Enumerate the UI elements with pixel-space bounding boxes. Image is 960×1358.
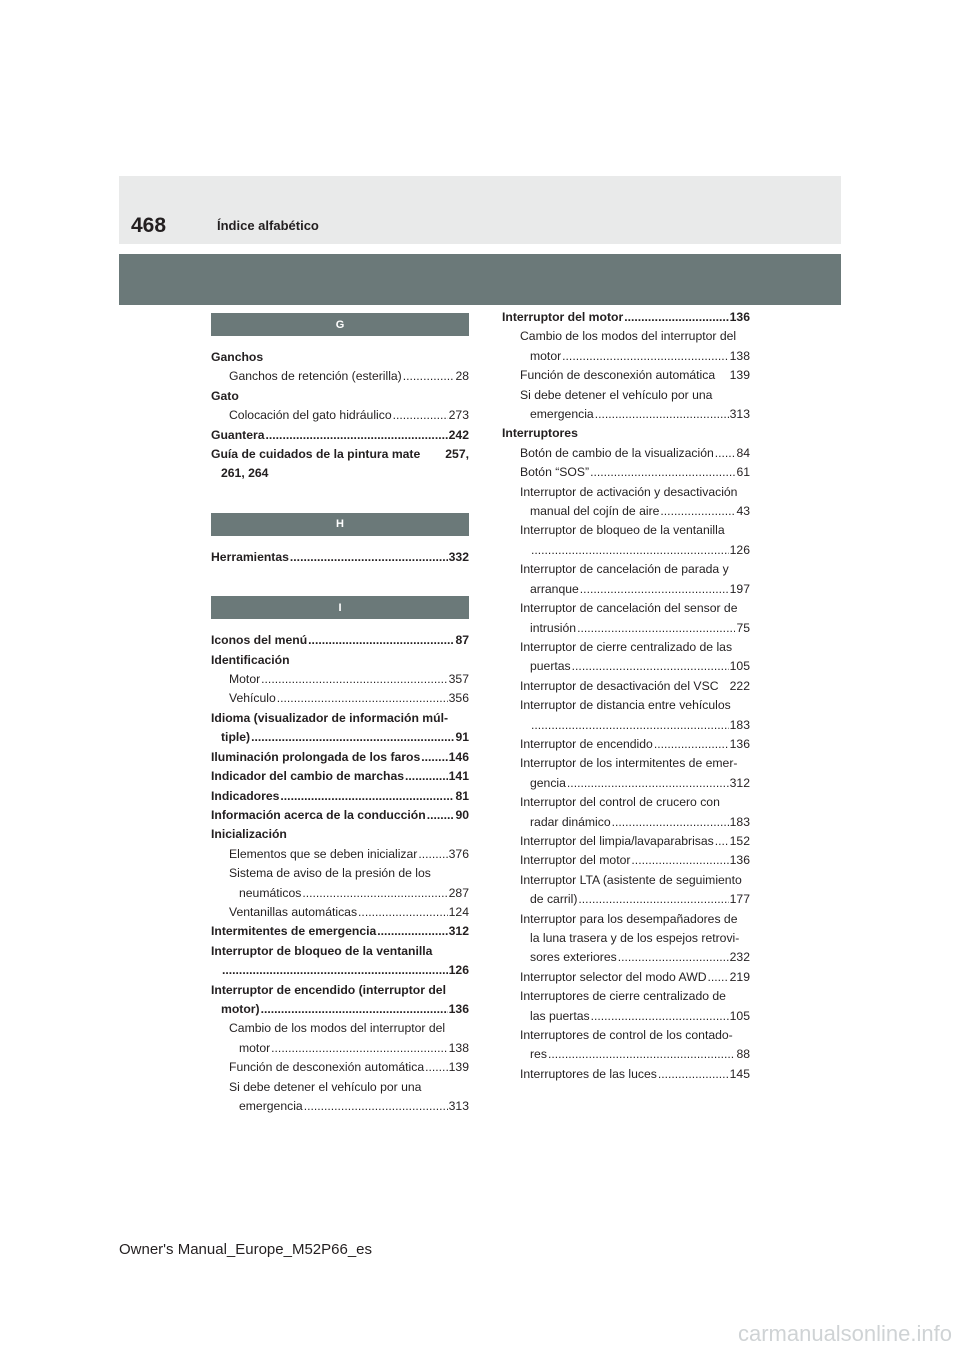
- leader-line: [221, 961, 469, 980]
- page-ref: 90: [455, 807, 469, 822]
- entry-text: Vehículo: [229, 691, 276, 706]
- page-ref: 273: [448, 408, 469, 423]
- letter-heading-i: I: [211, 596, 469, 619]
- page-ref: 136: [729, 736, 750, 751]
- dot-leader: [222, 961, 448, 980]
- page-ref: 28: [455, 369, 469, 384]
- entry-text: emergencia: [239, 1099, 303, 1113]
- index-subentry: [211, 845, 469, 864]
- dot-leader: [591, 1007, 729, 1026]
- index-subentry: [492, 1045, 750, 1064]
- page-ref: 183: [729, 814, 750, 829]
- page-ref: 138: [729, 348, 750, 363]
- entry-text: Elementos que se deben inicializar: [229, 846, 418, 861]
- page-ref: 313: [448, 1099, 469, 1113]
- index-entry: [211, 548, 469, 567]
- index-entry: [211, 1000, 469, 1019]
- section-gap: [211, 567, 469, 596]
- entry-text: Función de desconexión automática: [520, 368, 716, 383]
- leader-line: [211, 631, 469, 650]
- leader-line: [520, 968, 750, 987]
- page-ref: 357: [448, 672, 469, 687]
- entry-text: intrusión: [530, 620, 577, 635]
- entry-text: Motor: [229, 672, 261, 687]
- dot-leader: [580, 580, 729, 599]
- index-subentry: [492, 657, 750, 676]
- entry-text: radar dinámico: [530, 814, 611, 829]
- entry-text: Cambio de los modos del interruptor del: [520, 329, 737, 344]
- page-ref: 105: [729, 1008, 750, 1023]
- index-subentry: [492, 327, 750, 346]
- dot-leader: [358, 903, 448, 922]
- page-ref: 126: [729, 542, 750, 557]
- leader-line: [239, 1097, 469, 1116]
- index-entry: [211, 787, 469, 806]
- dot-leader: [567, 774, 729, 793]
- entry-text: motor: [239, 1040, 271, 1055]
- entry-text: motor: [530, 348, 562, 363]
- leader-line: [221, 728, 469, 747]
- leader-line: [229, 903, 469, 922]
- index-column-right: [492, 308, 750, 1084]
- dot-leader: [302, 884, 447, 903]
- index-entry: [211, 767, 469, 786]
- dot-leader: [572, 657, 729, 676]
- leader-line: [520, 463, 750, 482]
- index-subentry: [492, 754, 750, 773]
- entry-text: Interruptores: [502, 426, 578, 441]
- page-ref: 183: [729, 717, 750, 732]
- leader-line: [520, 851, 750, 870]
- entry-text: Guantera: [211, 427, 265, 442]
- index-entry: [211, 748, 469, 767]
- index-subentry: [492, 871, 750, 890]
- index-subentry: [492, 987, 750, 1006]
- leader-line: [520, 677, 750, 696]
- index-entry: [211, 387, 469, 406]
- page-ref: 312: [448, 924, 469, 939]
- page-ref: 312: [729, 775, 750, 790]
- index-entry: [492, 308, 750, 327]
- leader-line: [211, 787, 469, 806]
- leader-line: [530, 541, 750, 560]
- leader-line: [530, 1007, 750, 1026]
- leader-line: [520, 366, 750, 385]
- page-ref: 139: [729, 368, 750, 383]
- entry-text: neumáticos: [239, 885, 302, 900]
- dot-leader: [612, 813, 729, 832]
- page-ref: 232: [729, 950, 750, 965]
- entry-text: Guía de cuidados de la pintura mate: [211, 447, 421, 462]
- page-ref: 87: [455, 633, 469, 648]
- entry-text: Interruptor de cancelación del sensor de: [520, 601, 738, 616]
- page-ref: 287: [448, 885, 469, 900]
- entry-text: la luna trasera y de los espejos retrovi-: [530, 931, 740, 945]
- index-entry: [211, 651, 469, 670]
- page-ref: 84: [736, 445, 750, 460]
- leader-line: [211, 922, 469, 941]
- index-entry: [211, 942, 469, 961]
- index-subentry: [211, 1039, 469, 1058]
- entry-text: manual del cojín de aire: [530, 504, 660, 519]
- index-entry: [211, 806, 469, 825]
- page-ref: 242: [448, 427, 469, 442]
- leader-line: [530, 619, 750, 638]
- index-subentry: [492, 638, 750, 657]
- index-entry: [211, 961, 469, 980]
- index-subentry: [492, 444, 750, 463]
- dot-leader: [427, 806, 455, 825]
- page-ref: 91: [455, 730, 469, 745]
- entry-text: motor): [221, 1001, 260, 1016]
- index-entry: [211, 348, 469, 367]
- entry-text: Función de desconexión automática: [229, 1060, 425, 1075]
- dot-leader: [280, 787, 454, 806]
- leader-line: [502, 308, 750, 327]
- index-subentry: [492, 929, 750, 948]
- page-ref: 146: [448, 749, 469, 764]
- entry-text: Identificación: [211, 652, 290, 667]
- page-ref: 75: [736, 620, 750, 635]
- leader-line: [229, 406, 469, 425]
- page-ref: 88: [736, 1047, 750, 1062]
- page-ref: 136: [448, 1001, 469, 1016]
- entry-text: Interruptor de encendido (interruptor del: [211, 982, 446, 997]
- page-ref: 177: [729, 892, 750, 907]
- entry-text: Interruptor de encendido: [520, 736, 653, 751]
- dot-leader: [425, 1058, 448, 1077]
- entry-text: Colocación del gato hidráulico: [229, 408, 392, 423]
- entry-text: sores exteriores: [530, 950, 617, 965]
- entry-text: Interruptores de las luces: [520, 1066, 657, 1081]
- leader-line: [211, 748, 469, 767]
- entry-text: Iconos del menú: [211, 633, 308, 648]
- entry-text: Inicialización: [211, 827, 287, 842]
- page-ref: 126: [448, 963, 469, 978]
- entry-text: 261, 264: [221, 466, 269, 481]
- index-subentry: [492, 1065, 750, 1084]
- leader-line: [530, 405, 750, 424]
- entry-text: Intermitentes de emergencia: [211, 924, 377, 939]
- index-subentry: [211, 670, 469, 689]
- dot-leader: [531, 541, 729, 560]
- leader-line: [229, 670, 469, 689]
- index-subentry: [492, 502, 750, 521]
- index-entry: [211, 445, 469, 464]
- page-ref: 124: [448, 904, 469, 919]
- dot-leader: [618, 948, 729, 967]
- leader-line: [239, 1039, 469, 1058]
- entry-text: Interruptor de cierre centralizado de las: [520, 639, 733, 654]
- index-subentry: [211, 884, 469, 903]
- dot-leader: [308, 631, 454, 650]
- entry-text: Interruptor LTA (asistente de seguimiento: [520, 872, 742, 887]
- dot-leader: [418, 845, 447, 864]
- entry-text: Interruptor de distancia entre vehículos: [520, 698, 731, 713]
- index-subentry: [211, 903, 469, 922]
- entry-text: Interruptor del motor: [520, 853, 631, 868]
- index-subentry: [492, 580, 750, 599]
- dot-leader: [304, 1097, 448, 1116]
- entry-text: Interruptor de desactivación del VSC: [520, 678, 719, 693]
- index-entry: [211, 631, 469, 650]
- dot-leader: [708, 968, 729, 987]
- page-ref: 197: [729, 581, 750, 596]
- dot-leader: [531, 716, 729, 735]
- section-gap: [211, 484, 469, 513]
- leader-line: [229, 845, 469, 864]
- leader-line: [530, 347, 750, 366]
- entry-text: Interruptores de cierre centralizado de: [520, 989, 726, 1004]
- leader-line: [520, 735, 750, 754]
- entry-text: Interruptor del motor: [502, 310, 624, 324]
- index-subentry: [492, 716, 750, 735]
- dot-leader: [577, 619, 735, 638]
- entry-text: Interruptor de activación y desactivación: [520, 484, 738, 499]
- entry-text: puertas: [530, 659, 571, 674]
- page-ref: 152: [729, 833, 750, 848]
- entry-text: Interruptor del limpia/lavaparabrisas: [520, 833, 714, 848]
- index-column-left: [211, 313, 469, 1116]
- index-subentry: [492, 347, 750, 366]
- entry-text: Interruptor de bloqueo de la ventanilla: [520, 523, 725, 538]
- entry-text: gencia: [530, 775, 566, 790]
- page-ref: 376: [448, 846, 469, 861]
- dot-leader: [261, 1000, 448, 1019]
- entry-text: Gato: [211, 388, 239, 403]
- index-subentry: [492, 560, 750, 579]
- leader-line: [221, 1000, 469, 1019]
- index-subentry: [211, 1097, 469, 1116]
- index-entry: [211, 728, 469, 747]
- entry-text: arranque: [530, 581, 579, 596]
- index-subentry: [492, 677, 750, 696]
- leader-line: [211, 426, 469, 445]
- index-subentry: [492, 813, 750, 832]
- dot-leader: [405, 767, 448, 786]
- dot-leader: [393, 406, 448, 425]
- entry-text: Ventanillas automáticas: [229, 904, 358, 919]
- dot-leader: [595, 405, 729, 424]
- entry-text: las puertas: [530, 1008, 590, 1023]
- index-subentry: [492, 386, 750, 405]
- entry-text: emergencia: [530, 407, 594, 422]
- index-subentry: [492, 521, 750, 540]
- leader-line: [530, 716, 750, 735]
- leader-line: [229, 367, 469, 386]
- index-subentry: [211, 367, 469, 386]
- leader-line: [530, 948, 750, 967]
- page-ref: 222: [729, 678, 750, 693]
- dot-leader: [421, 748, 447, 767]
- chapter-title-bar: [119, 254, 841, 305]
- index-subentry: [492, 793, 750, 812]
- index-subentry: [492, 735, 750, 754]
- entry-text: Indicadores: [211, 788, 280, 803]
- entry-text: Interruptor para los desempañadores de: [520, 911, 738, 926]
- entry-text: Interruptor del control de crucero con: [520, 795, 720, 810]
- letter-heading-g: G: [211, 313, 469, 336]
- page-ref: 81: [455, 788, 469, 803]
- entry-text: res: [530, 1047, 547, 1062]
- section-title: Índice alfabético: [217, 218, 319, 233]
- dot-leader: [403, 367, 455, 386]
- index-subentry: [492, 910, 750, 929]
- dot-leader: [715, 832, 729, 851]
- page-ref: 105: [729, 659, 750, 674]
- index-entry: [211, 922, 469, 941]
- index-subentry: [492, 619, 750, 638]
- leader-line: [530, 890, 750, 909]
- page-ref: 145: [729, 1066, 750, 1081]
- index-subentry: [492, 599, 750, 618]
- index-subentry: [492, 541, 750, 560]
- index-subentry: [492, 366, 750, 385]
- page-ref: 257,: [445, 447, 469, 462]
- index-subentry: [492, 968, 750, 987]
- dot-leader: [660, 502, 735, 521]
- entry-text: Si debe detener el vehículo por una: [520, 387, 713, 402]
- entry-text: Interruptor selector del modo AWD: [520, 969, 707, 984]
- dot-leader: [658, 1065, 729, 1084]
- page-ref: 43: [736, 504, 750, 519]
- page-ref: 313: [729, 407, 750, 422]
- leader-line: [530, 813, 750, 832]
- entry-text: Indicador del cambio de marchas: [211, 769, 405, 784]
- dot-leader: [290, 548, 448, 567]
- index-entry: [211, 825, 469, 844]
- index-subentry: [492, 463, 750, 482]
- leader-line: [239, 884, 469, 903]
- entry-text: Botón “SOS”: [520, 465, 590, 480]
- watermark: carmanualsonline.info: [737, 1321, 952, 1346]
- entry-text: Botón de cambio de la visualización: [520, 445, 714, 460]
- leader-line: [530, 580, 750, 599]
- leader-line: [229, 1058, 469, 1077]
- leader-line: [211, 548, 469, 567]
- page-ref: 356: [448, 691, 469, 706]
- dot-leader: [715, 444, 736, 463]
- index-subentry: [492, 832, 750, 851]
- page-ref: 141: [448, 769, 469, 784]
- entry-text: tiple): [221, 730, 251, 745]
- footer-manual-id: Owner's Manual_Europe_M52P66_es: [119, 1241, 373, 1258]
- entry-text: Cambio de los modos del interruptor del: [229, 1021, 446, 1036]
- dot-leader: [377, 922, 447, 941]
- index-subentry: [211, 689, 469, 708]
- entry-text: de carril): [530, 892, 578, 907]
- dot-leader: [578, 890, 728, 909]
- index-subentry: [211, 406, 469, 425]
- dot-leader: [631, 851, 728, 870]
- entry-text: Ganchos de retención (esterilla): [229, 369, 402, 384]
- entry-text: Interruptores de control de los contado-: [520, 1028, 733, 1043]
- leader-line: [530, 1045, 750, 1064]
- page-number: 468: [131, 214, 167, 237]
- index-subentry: [492, 405, 750, 424]
- entry-text: Interruptor de los intermitentes de emer-: [520, 756, 738, 771]
- dot-leader: [562, 347, 729, 366]
- leader-line: [520, 1065, 750, 1084]
- index-entry: [211, 426, 469, 445]
- index-subentry: [492, 890, 750, 909]
- index-entry: [492, 424, 750, 443]
- page-ref: 219: [729, 969, 750, 984]
- entry-text: Interruptor de bloqueo de la ventanilla: [211, 943, 433, 958]
- dot-leader: [251, 728, 454, 747]
- leader-line: [530, 502, 750, 521]
- index-entry: [211, 709, 469, 728]
- index-subentry: [492, 696, 750, 715]
- page-ref: 139: [448, 1060, 469, 1075]
- entry-text: Iluminación prolongada de los faros: [211, 749, 421, 764]
- leader-line: [211, 806, 469, 825]
- leader-line: [520, 832, 750, 851]
- leader-line: [229, 689, 469, 708]
- index-subentry: [492, 851, 750, 870]
- entry-text: Interruptor de cancelación de parada y: [520, 562, 729, 577]
- index-subentry: [492, 774, 750, 793]
- index-subentry: [492, 1007, 750, 1026]
- entry-text: Si debe detener el vehículo por una: [229, 1079, 422, 1094]
- entry-text: Sistema de aviso de la presión de los: [229, 866, 431, 881]
- index-subentry: [211, 1078, 469, 1097]
- dot-leader: [266, 426, 448, 445]
- index-subentry: [492, 948, 750, 967]
- page-ref: 332: [448, 549, 469, 564]
- leader-line: [520, 444, 750, 463]
- dot-leader: [548, 1045, 736, 1064]
- index-entry: [211, 981, 469, 1000]
- letter-heading-h: H: [211, 513, 469, 536]
- page-ref: 138: [448, 1040, 469, 1055]
- page-ref: 136: [729, 853, 750, 868]
- dot-leader: [271, 1039, 448, 1058]
- page-ref: 136: [729, 310, 750, 324]
- leader-line: [211, 445, 469, 464]
- entry-text: Información acerca de la conducción: [211, 807, 426, 822]
- entry-text: Idioma (visualizador de información múl-: [211, 710, 449, 725]
- leader-line: [211, 767, 469, 786]
- dot-leader: [590, 463, 735, 482]
- dot-leader: [277, 689, 448, 708]
- index-subentry: [211, 1058, 469, 1077]
- leader-line: [530, 657, 750, 676]
- index-subentry: [492, 1026, 750, 1045]
- leader-line: [530, 774, 750, 793]
- index-entry: [211, 464, 469, 483]
- dot-leader: [624, 308, 728, 327]
- dot-leader: [654, 735, 729, 754]
- index-subentry: [211, 864, 469, 883]
- entry-text: Ganchos: [211, 350, 264, 364]
- page-ref: 61: [736, 465, 750, 480]
- index-subentry: [492, 483, 750, 502]
- entry-text: Herramientas: [211, 549, 289, 564]
- index-subentry: [211, 1019, 469, 1038]
- dot-leader: [261, 670, 448, 689]
